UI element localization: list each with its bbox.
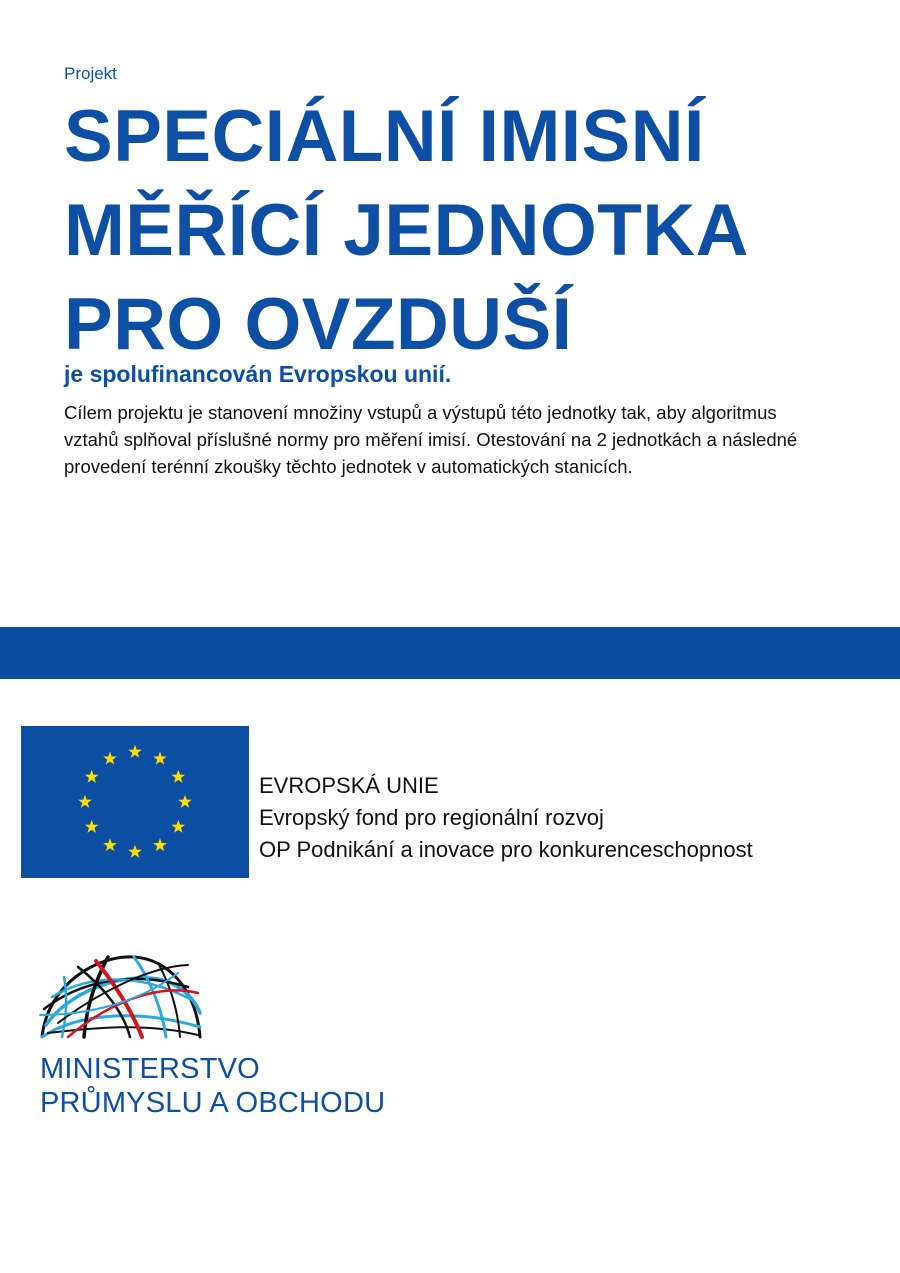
ministry-name [40, 1052, 385, 1120]
title-line-3: PRO OVZDUŠÍ [64, 284, 573, 365]
eu-line-fund: Evropský fond pro regionální rozvoj [259, 805, 604, 830]
globe-logo-icon [38, 953, 204, 1039]
eu-flag-icon [21, 726, 249, 878]
ministry-name-line-2: PRŮMYSLU A OBCHODU [40, 1087, 386, 1119]
title-line-1: SPECIÁLNÍ IMISNÍ [64, 96, 705, 177]
title-line-2: MĚŘÍCÍ JEDNOTKA [64, 190, 749, 271]
eu-funding-text [259, 770, 753, 866]
page-title [64, 90, 884, 372]
project-description: Cílem projektu je stanovení množiny vstupů a výstupů této jednotky tak, aby algoritmus vztahů splňoval příslušné normy pro měření imisí. Otestování na 2 jednotkách a následné provedení terénní zkoušky těchto jednotek v automatických stanicích. [64, 402, 798, 477]
blue-divider-band [0, 627, 900, 679]
project-label: Projekt [64, 64, 117, 83]
eu-line-programme: OP Podnikání a inovace pro konkurenceschopnost [259, 837, 753, 862]
subtitle: je spolufinancován Evropskou unií. [64, 361, 452, 387]
eu-line-union: EVROPSKÁ UNIE [259, 773, 439, 798]
ministry-name-line-1: MINISTERSTVO [40, 1053, 260, 1085]
